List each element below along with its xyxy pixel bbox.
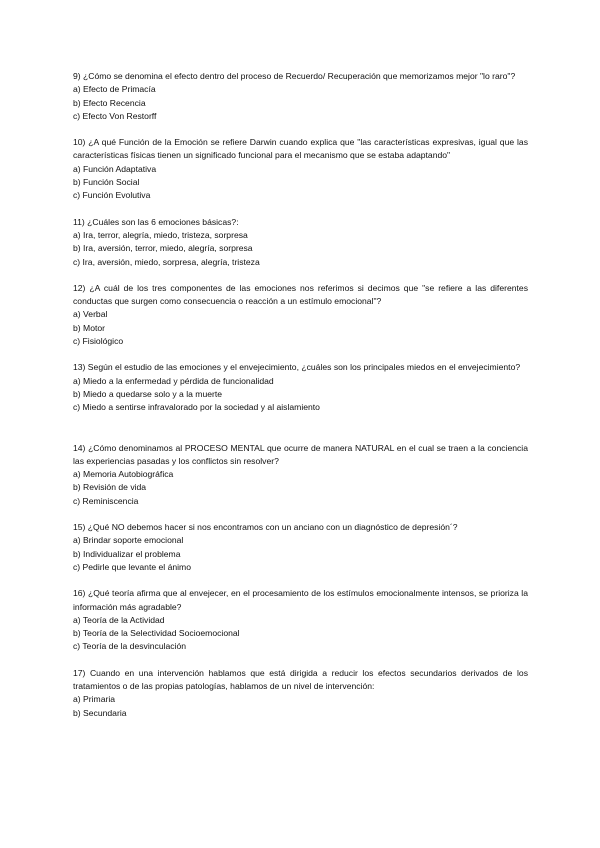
option-c: c) Ira, aversión, miedo, sorpresa, alegría, tristeza [73,256,260,267]
question-text: 16) ¿Qué teoría afirma que al envejecer, en el procesamiento de los estímulos emocionalmente intensos, se prioriza la información más agradable? [73,588,528,612]
question-text: 15) ¿Qué NO debemos hacer si nos encontramos con un anciano con un diagnóstico de depresión´? [73,522,458,533]
question-10 [73,136,528,202]
option-c: c) Función Evolutiva [73,190,151,201]
question-15 [73,521,528,574]
option-a: a) Verbal [73,309,108,320]
spacer [73,123,528,136]
option-c: c) Teoría de la desvinculación [73,641,187,652]
question-text: 17) Cuando en una intervención hablamos que está dirigida a reducir los efectos secundarios derivados de los tratamientos o de las propias patologías, hablamos de un nivel de intervención: [73,667,528,691]
spacer [73,348,528,361]
spacer [73,203,528,216]
option-b: b) Función Social [73,177,140,188]
question-text: 14) ¿Cómo denominamos al PROCESO MENTAL que ocurre de manera NATURAL en el cual se traen a la conciencia las experiencias pasadas y los conflictos sin resolver? [73,442,528,466]
question-9 [73,70,528,123]
option-c: c) Miedo a sentirse infravalorado por la sociedad y al aislamiento [73,402,320,413]
question-text: 12) ¿A cuál de los tres componentes de las emociones nos referimos si decimos que "se refiere a las diferentes conductas que surgen como consecuencia o reacción a un estímulo emocional"? [73,282,528,307]
option-a: a) Brindar soporte emocional [73,535,184,546]
question-16 [73,587,528,653]
option-b: b) Individualizar el problema [73,548,181,559]
spacer [73,508,528,521]
option-a: a) Primaria [73,694,116,705]
option-c: c) Pedirle que levante el ánimo [73,561,191,572]
question-12 [73,282,528,348]
question-11 [73,216,528,269]
option-c: c) Fisiológico [73,336,124,347]
question-17 [73,667,528,720]
question-text: 10) ¿A qué Función de la Emoción se refiere Darwin cuando explica que "las características expresivas, igual que las características físicas tienen un significado funcional para el mecanismo que se estaba adaptando" [73,137,528,161]
spacer [73,269,528,282]
spacer [73,654,528,667]
spacer [73,574,528,587]
option-b: b) Motor [73,322,105,333]
question-13 [73,361,528,414]
option-b: b) Efecto Recencia [73,97,146,108]
option-a: a) Función Adaptativa [73,163,157,174]
option-a: a) Memoria Autobiográfica [73,469,174,480]
document-page [73,70,528,720]
option-b: b) Secundaria [73,707,127,718]
option-b: b) Ira, aversión, terror, miedo, alegría, sorpresa [73,243,253,254]
question-text: 9) ¿Cómo se denomina el efecto dentro del proceso de Recuerdo/ Recuperación que memorizamos mejor "lo raro"? [73,71,516,81]
option-c: c) Reminiscencia [73,495,139,506]
option-c: c) Efecto Von Restorff [73,110,157,121]
question-14 [73,442,528,508]
option-a: a) Teoría de la Actividad [73,614,165,625]
option-a: a) Efecto de Primacía [73,84,156,95]
question-text: 13) Según el estudio de las emociones y el envejecimiento, ¿cuáles son los principales miedos en el envejecimiento? [73,362,521,373]
question-text: 11) ¿Cuáles son las 6 emociones básicas?: [73,216,239,227]
option-b: b) Miedo a quedarse solo y a la muerte [73,388,223,399]
option-b: b) Revisión de vida [73,482,147,493]
option-a: a) Ira, terror, alegría, miedo, tristeza, sorpresa [73,229,248,240]
spacer [73,415,528,442]
option-b: b) Teoría de la Selectividad Socioemocional [73,628,240,639]
option-a: a) Miedo a la enfermedad y pérdida de funcionalidad [73,375,274,386]
